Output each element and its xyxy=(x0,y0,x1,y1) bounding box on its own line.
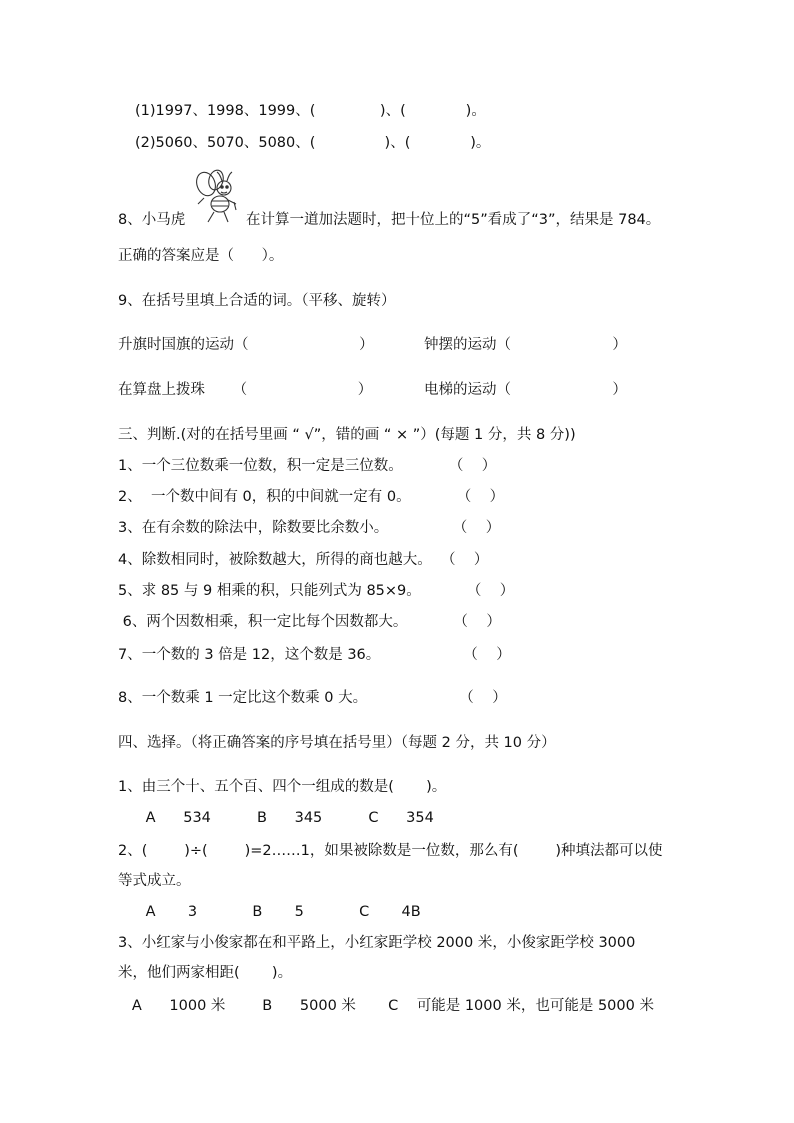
q9-row2-left: 在算盘上拨珠 （ ） xyxy=(118,382,373,398)
judge-item: 2、 一个数中间有 0，积的中间就一定有 0。 （ ） xyxy=(118,489,505,505)
choice-q3: 3、小红家与小俊家都在和平路上，小红家距学校 2000 米，小俊家距学校 3000 xyxy=(118,935,636,951)
q9-row2-right: 电梯的运动（ ） xyxy=(424,382,627,398)
choice-q1: 1、由三个十、五个百、四个一组成的数是( )。 xyxy=(118,779,447,795)
judge-item: 8、一个数乘 1 一定比这个数乘 0 大。 （ ） xyxy=(118,690,507,706)
cartoon-bee-icon xyxy=(194,168,244,226)
judge-item: 1、一个三位数乘一位数，积一定是三位数。 （ ） xyxy=(118,458,497,474)
judge-item: 4、除数相同时，被除数越大，所得的商也越大。 （ ） xyxy=(118,552,489,568)
judge-item: 6、两个因数相乘，积一定比每个因数都大。 （ ） xyxy=(118,614,501,630)
choice-q3-options: A 1000 米 B 5000 米 C 可能是 1000 米，也可能是 5000 米 xyxy=(118,998,654,1014)
choice-q2-options: A 3 B 5 C 4B xyxy=(118,904,421,920)
q9-title: 9、在括号里填上合适的词。（平移、旋转） xyxy=(118,293,396,309)
judge-item: 7、一个数的 3 倍是 12，这个数是 36。 （ ） xyxy=(118,647,511,663)
choice-q3-line2: 米，他们两家相距( )。 xyxy=(118,965,293,981)
choice-q2: 2、( )÷( )=2……1，如果被除数是一位数，那么有( )种填法都可以使 xyxy=(118,843,663,859)
choice-q1-options: A 534 B 345 C 354 xyxy=(118,810,434,826)
q8-text: 在计算一道加法题时，把十位上的“5”看成了“3”，结果是 784。 xyxy=(246,212,661,228)
q9-row1-left: 升旗时国旗的运动（ ） xyxy=(118,337,374,353)
section4-title: 四、选择。（将正确答案的序号填在括号里）（每题 2 分，共 10 分） xyxy=(118,735,556,751)
q8-answer-line: 正确的答案应是（ ）。 xyxy=(118,248,284,264)
choice-q2-line2: 等式成立。 xyxy=(118,873,191,889)
q9-row1-right: 钟摆的运动（ ） xyxy=(424,337,627,353)
section3-title: 三、判断.(对的在括号里画 “ √”，错的画 “ × ”）(每题 1 分，共 8 分)) xyxy=(118,427,576,443)
judge-item: 5、求 85 与 9 相乘的积，只能列式为 85×9。 （ ） xyxy=(118,583,515,599)
judge-item: 3、在有余数的除法中，除数要比余数小。 （ ） xyxy=(118,520,501,536)
q8-prefix: 8、小马虎 xyxy=(118,212,186,228)
fill-line-2: (2)5060、5070、5080、( )、( )。 xyxy=(135,135,491,151)
fill-line-1: (1)1997、1998、1999、( )、( )。 xyxy=(135,103,486,119)
